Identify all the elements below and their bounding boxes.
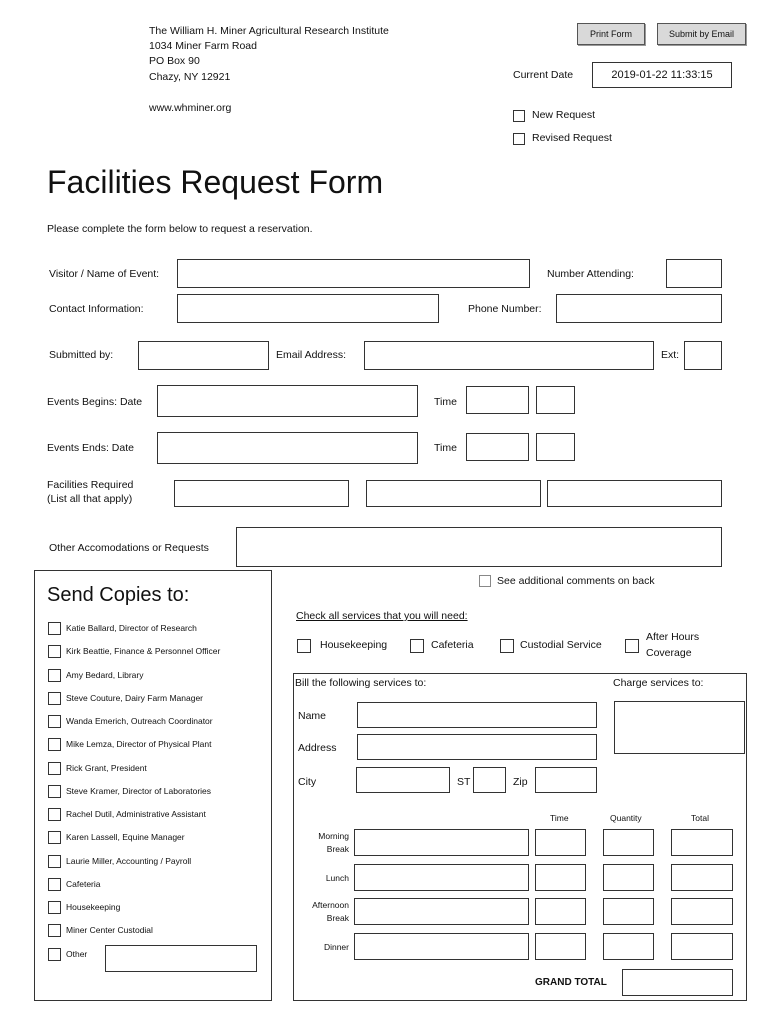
col-quantity-header: Quantity — [610, 813, 642, 823]
website: www.whminer.org — [149, 102, 232, 114]
bill-zip-input[interactable] — [535, 767, 597, 793]
housekeeping-label: Housekeeping — [320, 639, 388, 651]
address-line-3: Chazy, NY 12921 — [149, 71, 231, 83]
see-comments-label: See additional comments on back — [497, 575, 655, 587]
copy-recipient-checkbox[interactable] — [48, 878, 61, 891]
lunch-desc-input[interactable] — [354, 864, 529, 891]
address-line-1: 1034 Miner Farm Road — [149, 40, 257, 52]
copy-recipient-label: Kirk Beattie, Finance & Personnel Officer — [66, 646, 221, 656]
dinner-desc-input[interactable] — [354, 933, 529, 960]
lunch-time-input[interactable] — [535, 864, 586, 891]
copy-recipient-label: Steve Couture, Dairy Farm Manager — [66, 693, 203, 703]
copy-recipient-checkbox[interactable] — [48, 692, 61, 705]
services-heading: Check all services that you will need: — [296, 610, 468, 622]
facility-input-1[interactable] — [174, 480, 349, 507]
afternoon-label-2: Break — [326, 913, 349, 923]
copy-recipient-label: Miner Center Custodial — [66, 925, 153, 935]
begin-ampm-input[interactable] — [536, 386, 575, 414]
morning-quantity-input[interactable] — [603, 829, 654, 856]
contact-label: Contact Information: — [49, 303, 144, 315]
copy-recipient-checkbox[interactable] — [48, 762, 61, 775]
cafeteria-checkbox[interactable] — [410, 639, 424, 653]
new-request-checkbox[interactable] — [513, 110, 525, 122]
afternoon-desc-input[interactable] — [354, 898, 529, 925]
copy-recipient-checkbox[interactable] — [48, 901, 61, 914]
copy-recipient-checkbox[interactable] — [48, 738, 61, 751]
copy-recipient-label: Other — [66, 949, 88, 959]
bill-name-input[interactable] — [357, 702, 597, 728]
see-comments-checkbox[interactable] — [479, 575, 491, 587]
city-label: City — [298, 776, 317, 788]
visitor-input[interactable] — [177, 259, 530, 288]
copy-recipient-label: Cafeteria — [66, 879, 101, 889]
email-label: Email Address: — [276, 349, 347, 361]
intro-text: Please complete the form below to request a reservation. — [47, 223, 313, 235]
cafeteria-label: Cafeteria — [431, 639, 474, 651]
page-title: Facilities Request Form — [47, 164, 384, 200]
copy-recipient-checkbox[interactable] — [48, 808, 61, 821]
facility-input-2[interactable] — [366, 480, 541, 507]
st-label: ST — [457, 776, 471, 788]
morning-desc-input[interactable] — [354, 829, 529, 856]
begin-time-input[interactable] — [466, 386, 529, 414]
charge-label: Charge services to: — [613, 677, 704, 689]
copy-recipient-checkbox[interactable] — [48, 948, 61, 961]
address-label: Address — [298, 742, 337, 754]
revised-request-checkbox[interactable] — [513, 133, 525, 145]
copy-recipient-checkbox[interactable] — [48, 645, 61, 658]
morning-label-2: Break — [326, 844, 349, 854]
events-begins-label: Events Begins: Date — [47, 396, 143, 408]
email-input[interactable] — [364, 341, 654, 370]
end-time-label: Time — [434, 442, 457, 454]
housekeeping-checkbox[interactable] — [297, 639, 311, 653]
dinner-label: Dinner — [323, 942, 349, 952]
org-name: The William H. Miner Agricultural Research Institute — [149, 25, 389, 37]
after-hours-checkbox[interactable] — [625, 639, 639, 653]
ext-input[interactable] — [684, 341, 722, 370]
revised-request-label: Revised Request — [532, 132, 612, 144]
submitted-by-label: Submitted by: — [49, 349, 114, 361]
dinner-total-input[interactable] — [671, 933, 733, 960]
col-time-header: Time — [550, 813, 569, 823]
current-date-field[interactable]: 2019-01-22 11:33:15 — [592, 62, 732, 88]
zip-label: Zip — [513, 776, 528, 788]
visitor-label: Visitor / Name of Event: — [49, 268, 160, 280]
phone-label: Phone Number: — [468, 303, 542, 315]
col-total-header: Total — [691, 813, 709, 823]
copy-recipient-checkbox[interactable] — [48, 855, 61, 868]
print-form-button[interactable]: Print Form — [577, 23, 645, 45]
lunch-quantity-input[interactable] — [603, 864, 654, 891]
other-accommodations-label: Other Accomodations or Requests — [49, 542, 209, 554]
send-copies-title: Send Copies to: — [47, 584, 190, 606]
afternoon-total-input[interactable] — [671, 898, 733, 925]
copy-recipient-checkbox[interactable] — [48, 924, 61, 937]
morning-time-input[interactable] — [535, 829, 586, 856]
copy-recipient-label: Steve Kramer, Director of Laboratories — [66, 786, 212, 796]
afternoon-label-1: Afternoon — [312, 900, 349, 910]
copy-recipient-label: Mike Lemza, Director of Physical Plant — [66, 739, 212, 749]
morning-label-1: Morning — [318, 831, 349, 841]
submit-by-email-button[interactable]: Submit by Email — [657, 23, 746, 45]
bill-state-input[interactable] — [473, 767, 506, 793]
bill-address-input[interactable] — [357, 734, 597, 760]
end-time-input[interactable] — [466, 433, 529, 461]
dinner-time-input[interactable] — [535, 933, 586, 960]
copy-recipient-checkbox[interactable] — [48, 715, 61, 728]
facilities-label-1: Facilities Required — [47, 479, 134, 491]
phone-input[interactable] — [556, 294, 722, 323]
grand-total-label: GRAND TOTAL — [535, 977, 607, 988]
afternoon-time-input[interactable] — [535, 898, 586, 925]
end-date-input[interactable] — [157, 432, 418, 464]
copy-recipient-label: Karen Lassell, Equine Manager — [66, 832, 185, 842]
facility-input-3[interactable] — [547, 480, 722, 507]
number-attending-label: Number Attending: — [547, 268, 634, 280]
copy-recipient-label: Amy Bedard, Library — [66, 670, 144, 680]
copy-recipient-checkbox[interactable] — [48, 831, 61, 844]
copy-recipient-checkbox[interactable] — [48, 785, 61, 798]
begin-date-input[interactable] — [157, 385, 418, 417]
custodial-label: Custodial Service — [520, 639, 602, 651]
bill-city-input[interactable] — [356, 767, 450, 793]
submitted-by-input[interactable] — [138, 341, 269, 370]
copy-recipient-label: Housekeeping — [66, 902, 121, 912]
other-recipient-input[interactable] — [105, 945, 257, 972]
current-date-label: Current Date — [513, 69, 574, 81]
charge-input[interactable] — [614, 701, 745, 754]
copy-recipient-label: Rachel Dutil, Administrative Assistant — [66, 809, 206, 819]
copy-recipient-label: Katie Ballard, Director of Research — [66, 623, 197, 633]
grand-total-input[interactable] — [622, 969, 733, 996]
after-hours-label-2: Coverage — [646, 647, 692, 659]
facilities-label-2: (List all that apply) — [47, 493, 133, 505]
events-ends-label: Events Ends: Date — [47, 442, 134, 454]
ext-label: Ext: — [661, 349, 680, 361]
bill-label: Bill the following services to: — [295, 677, 427, 689]
other-accommodations-input[interactable] — [236, 527, 722, 567]
begin-time-label: Time — [434, 396, 457, 408]
new-request-label: New Request — [532, 109, 596, 121]
copy-recipient-checkbox[interactable] — [48, 622, 61, 635]
morning-total-input[interactable] — [671, 829, 733, 856]
custodial-checkbox[interactable] — [500, 639, 514, 653]
contact-input[interactable] — [177, 294, 439, 323]
name-label: Name — [298, 710, 327, 722]
lunch-label: Lunch — [325, 873, 349, 883]
copy-recipient-label: Wanda Emerich, Outreach Coordinator — [66, 716, 213, 726]
afternoon-quantity-input[interactable] — [603, 898, 654, 925]
copy-recipient-label: Rick Grant, President — [66, 763, 147, 773]
end-ampm-input[interactable] — [536, 433, 575, 461]
dinner-quantity-input[interactable] — [603, 933, 654, 960]
copy-recipient-label: Laurie Miller, Accounting / Payroll — [66, 856, 192, 866]
copy-recipient-checkbox[interactable] — [48, 669, 61, 682]
lunch-total-input[interactable] — [671, 864, 733, 891]
after-hours-label-1: After Hours — [646, 631, 700, 643]
number-attending-input[interactable] — [666, 259, 722, 288]
address-line-2: PO Box 90 — [149, 55, 200, 67]
